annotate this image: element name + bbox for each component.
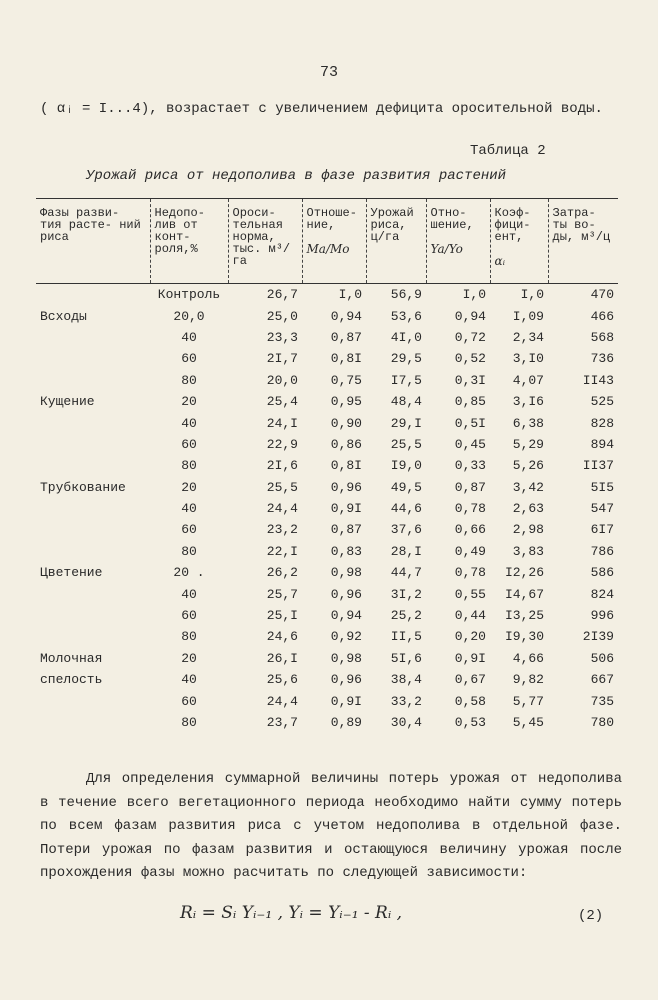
cell-ratio-y: 0,58: [454, 693, 486, 709]
cell-coef: 9,82: [512, 672, 544, 688]
cell-deficit: 80: [181, 629, 197, 645]
cell-yield: 37,6: [390, 522, 422, 538]
cell-phase: [36, 327, 150, 348]
cell-yield: 49,5: [390, 479, 422, 495]
cell-deficit: 80: [181, 543, 197, 559]
paragraph-text: Для определения суммарной величины потерь урожая от недополива в течение всего вегетационного периода необходимо найти сумму потерь по всем фазам развития риса с учетом недополива в отдельной фазе. Потери урожая по фазам развития и остающуюся величину урожая после прохождения фазы можно расчитать по следующей зависимости:: [40, 771, 622, 881]
cell-deficit: 40: [181, 501, 197, 517]
cell-water: 586: [590, 565, 614, 581]
cell-coef: I9,30: [504, 629, 544, 645]
cell-deficit: 20: [181, 650, 197, 666]
cell-norm: 25,6: [266, 672, 298, 688]
cell-deficit: 60: [181, 436, 197, 452]
cell-ratio-m: 0,8I: [330, 351, 362, 367]
cell-ratio-y: 0,53: [454, 715, 486, 730]
cell-water: 525: [590, 394, 614, 410]
table-row: [36, 519, 618, 540]
cell-ratio-y: 0,67: [454, 672, 486, 688]
cell-coef: 2,63: [512, 501, 544, 517]
cell-phase: [36, 605, 150, 626]
cell-ratio-y: 0,78: [454, 501, 486, 517]
cell-yield: I9,0: [390, 458, 422, 474]
cell-norm: 26,I: [266, 650, 298, 666]
cell-water: 996: [590, 608, 614, 624]
cell-water: 894: [590, 436, 614, 452]
header-ratio-m-label: Отноше- ние,: [306, 206, 357, 232]
cell-phase: [36, 284, 150, 306]
cell-phase: [36, 412, 150, 433]
cell-ratio-m: I,0: [338, 287, 362, 303]
cell-yield: 38,4: [390, 672, 422, 688]
cell-coef: 2,98: [512, 522, 544, 538]
cell-deficit: 60: [181, 693, 197, 709]
cell-ratio-y: 0,45: [454, 436, 486, 452]
table-row: [36, 498, 618, 519]
cell-yield: 48,4: [390, 394, 422, 410]
cell-norm: 25,I: [266, 608, 298, 624]
table-row: [36, 605, 618, 626]
cell-coef: 3,I6: [512, 394, 544, 410]
header-ratio-y-label: Отно- шение,: [430, 206, 474, 232]
cell-yield: 28,I: [390, 543, 422, 559]
table-row: [36, 412, 618, 433]
table-row: [36, 669, 618, 690]
table-row: [36, 370, 618, 391]
table-body: [36, 284, 618, 734]
cell-norm: 23,2: [266, 522, 298, 538]
table-header-row: [36, 199, 618, 284]
header-coef-label: Коэф- фици- ент,: [494, 206, 531, 244]
cell-yield: 53,6: [390, 308, 422, 324]
cell-ratio-y: 0,85: [454, 394, 486, 410]
cell-phase: [36, 455, 150, 476]
cell-yield: 25,5: [390, 436, 422, 452]
cell-yield: 33,2: [390, 693, 422, 709]
cell-coef: I,09: [512, 308, 544, 324]
cell-ratio-m: 0,90: [330, 415, 362, 431]
cell-coef: 2,34: [512, 329, 544, 345]
cell-phase: [36, 348, 150, 369]
table-row: [36, 391, 618, 412]
cell-deficit: 40: [181, 672, 197, 688]
cell-water: II37: [582, 458, 614, 474]
body-paragraph: [40, 768, 622, 886]
cell-deficit: Контроль: [157, 287, 221, 303]
cell-ratio-y: 0,49: [454, 543, 486, 559]
cell-norm: 24,4: [266, 501, 298, 517]
cell-ratio-m: 0,96: [330, 672, 362, 688]
cell-ratio-m: 0,9I: [330, 693, 362, 709]
cell-water: 5I5: [590, 479, 614, 495]
cell-deficit: 40: [181, 415, 197, 431]
cell-ratio-y: 0,87: [454, 479, 486, 495]
cell-phase: спелость: [40, 672, 103, 688]
cell-yield: 44,6: [390, 501, 422, 517]
cell-ratio-m: 0,8I: [330, 458, 362, 474]
cell-norm: 26,7: [266, 287, 298, 303]
table-row: [36, 690, 618, 711]
cell-ratio-m: 0,92: [330, 629, 362, 645]
cell-deficit: 80: [181, 458, 197, 474]
table-row: [36, 626, 618, 647]
header-water: Затра- ты во- ды, м³/ц: [548, 199, 618, 284]
cell-ratio-y: 0,94: [454, 308, 486, 324]
cell-coef: 3,83: [512, 543, 544, 559]
header-yield: Урожай риса, ц/га: [366, 199, 426, 284]
cell-ratio-y: 0,44: [454, 608, 486, 624]
cell-norm: 2I,6: [266, 458, 298, 474]
cell-norm: 24,I: [266, 415, 298, 431]
cell-ratio-y: 0,72: [454, 329, 486, 345]
cell-phase: [36, 498, 150, 519]
cell-coef: I4,67: [504, 586, 544, 602]
cell-norm: 23,7: [266, 715, 298, 730]
cell-ratio-y: I,0: [462, 287, 486, 303]
cell-deficit: 60: [181, 608, 197, 624]
cell-yield: 25,2: [390, 608, 422, 624]
table-row: [36, 327, 618, 348]
cell-coef: 5,45: [512, 715, 544, 730]
cell-ratio-m: 0,89: [330, 715, 362, 730]
cell-ratio-m: 0,9I: [330, 501, 362, 517]
cell-norm: 24,6: [266, 629, 298, 645]
cell-deficit: 80: [181, 715, 197, 730]
cell-deficit: 80: [181, 372, 197, 388]
cell-ratio-y: 0,66: [454, 522, 486, 538]
cell-coef: I3,25: [504, 608, 544, 624]
yield-table: [36, 198, 618, 733]
cell-water: 568: [590, 329, 614, 345]
cell-phase: Кущение: [40, 394, 95, 410]
cell-coef: I2,26: [504, 565, 544, 581]
cell-yield: II,5: [390, 629, 422, 645]
cell-ratio-y: 0,33: [454, 458, 486, 474]
cell-water: 2I39: [582, 629, 614, 645]
header-coef: [490, 199, 548, 284]
cell-deficit: 60: [181, 351, 197, 367]
cell-phase: [36, 583, 150, 604]
cell-water: II43: [582, 372, 614, 388]
cell-water: 780: [590, 715, 614, 730]
cell-phase: [36, 712, 150, 733]
page-number: 73: [319, 64, 338, 81]
cell-ratio-m: 0,94: [330, 308, 362, 324]
cell-ratio-m: 0,98: [330, 565, 362, 581]
cell-deficit: 20,0: [173, 308, 205, 324]
cell-ratio-y: 0,5I: [454, 415, 486, 431]
cell-ratio-m: 0,95: [330, 394, 362, 410]
cell-norm: 25,0: [266, 308, 298, 324]
cell-coef: 5,77: [512, 693, 544, 709]
cell-ratio-y: 0,52: [454, 351, 486, 367]
header-coef-symbol: αᵢ: [494, 254, 506, 268]
cell-norm: 25,4: [266, 394, 298, 410]
header-deficit: Недопо- лив от конт- роля,%: [150, 199, 228, 284]
cell-yield: 29,5: [390, 351, 422, 367]
cell-phase: Всходы: [40, 308, 87, 324]
cell-phase: [36, 626, 150, 647]
header-ratio-m: [302, 199, 366, 284]
cell-yield: 44,7: [390, 565, 422, 581]
cell-yield: 30,4: [390, 715, 422, 730]
table-row: [36, 712, 618, 733]
cell-deficit: 40: [181, 586, 197, 602]
cell-yield: 29,I: [390, 415, 422, 431]
cell-ratio-m: 0,96: [330, 479, 362, 495]
cell-coef: 3,I0: [512, 351, 544, 367]
cell-norm: 24,4: [266, 693, 298, 709]
cell-norm: 25,5: [266, 479, 298, 495]
cell-deficit: 20 .: [173, 565, 205, 581]
cell-coef: 4,07: [512, 372, 544, 388]
cell-coef: I,0: [520, 287, 544, 303]
cell-norm: 25,7: [266, 586, 298, 602]
table-row: [36, 562, 618, 583]
table-row: [36, 434, 618, 455]
cell-yield: I7,5: [390, 372, 422, 388]
cell-phase: [36, 519, 150, 540]
equation-number: (2): [578, 908, 604, 924]
table-row: [36, 455, 618, 476]
cell-phase: [36, 370, 150, 391]
table-row: [36, 284, 618, 306]
cell-ratio-y: 0,55: [454, 586, 486, 602]
header-phase: Фазы разви- тия расте- ний риса: [40, 206, 141, 244]
cell-norm: 23,3: [266, 329, 298, 345]
cell-water: 506: [590, 650, 614, 666]
cell-coef: 5,26: [512, 458, 544, 474]
cell-water: 6I7: [590, 522, 614, 538]
cell-water: 667: [590, 672, 614, 688]
cell-norm: 20,0: [266, 372, 298, 388]
header-ratio-y-symbol: Ya/Yo: [430, 242, 463, 256]
cell-deficit: 60: [181, 522, 197, 538]
cell-ratio-y: 0,9I: [454, 650, 486, 666]
cell-water: 735: [590, 693, 614, 709]
cell-ratio-m: 0,87: [330, 522, 362, 538]
cell-deficit: 40: [181, 329, 197, 345]
formula: Rᵢ = Sᵢ Yᵢ₋₁ , Yᵢ = Yᵢ₋₁ - Rᵢ ,: [180, 903, 403, 923]
table-row: [36, 477, 618, 498]
cell-coef: 4,66: [512, 650, 544, 666]
cell-phase: Цветение: [40, 565, 103, 581]
cell-water: 824: [590, 586, 614, 602]
cell-norm: 26,2: [266, 565, 298, 581]
cell-water: 828: [590, 415, 614, 431]
cell-phase: Молочная: [40, 650, 103, 666]
cell-ratio-m: 0,75: [330, 372, 362, 388]
table-title: Урожай риса от недополива в фазе развития растений: [86, 168, 507, 184]
intro-text: ( αᵢ = I...4), возрастает с увеличением дефицита оросительной воды.: [40, 101, 603, 117]
cell-ratio-m: 0,96: [330, 586, 362, 602]
cell-phase: [36, 434, 150, 455]
cell-ratio-y: 0,78: [454, 565, 486, 581]
header-ratio-y: [426, 199, 490, 284]
cell-coef: 6,38: [512, 415, 544, 431]
cell-ratio-m: 0,83: [330, 543, 362, 559]
table-row: [36, 648, 618, 669]
table-row: [36, 541, 618, 562]
cell-ratio-m: 0,94: [330, 608, 362, 624]
cell-deficit: 20: [181, 479, 197, 495]
header-norm: Ороси- тельная норма, тыс. м³/га: [228, 199, 302, 284]
cell-yield: 5I,6: [390, 650, 422, 666]
cell-water: 736: [590, 351, 614, 367]
cell-norm: 22,9: [266, 436, 298, 452]
cell-phase: Трубкование: [40, 479, 126, 495]
cell-coef: 5,29: [512, 436, 544, 452]
cell-yield: 4I,0: [390, 329, 422, 345]
cell-water: 470: [590, 287, 614, 303]
cell-ratio-m: 0,98: [330, 650, 362, 666]
cell-water: 786: [590, 543, 614, 559]
cell-ratio-m: 0,86: [330, 436, 362, 452]
cell-water: 466: [590, 308, 614, 324]
cell-yield: 56,9: [390, 287, 422, 303]
cell-water: 547: [590, 501, 614, 517]
cell-norm: 2I,7: [266, 351, 298, 367]
header-ratio-m-symbol: Ma/Mo: [306, 242, 350, 256]
cell-deficit: 20: [181, 394, 197, 410]
cell-phase: [36, 690, 150, 711]
cell-ratio-y: 0,20: [454, 629, 486, 645]
cell-ratio-m: 0,87: [330, 329, 362, 345]
cell-yield: 3I,2: [390, 586, 422, 602]
cell-norm: 22,I: [266, 543, 298, 559]
cell-ratio-y: 0,3I: [454, 372, 486, 388]
cell-phase: [36, 541, 150, 562]
table-label: Таблица 2: [470, 143, 546, 159]
cell-coef: 3,42: [512, 479, 544, 495]
table-row: [36, 348, 618, 369]
table-row: [36, 583, 618, 604]
table-row: [36, 305, 618, 326]
